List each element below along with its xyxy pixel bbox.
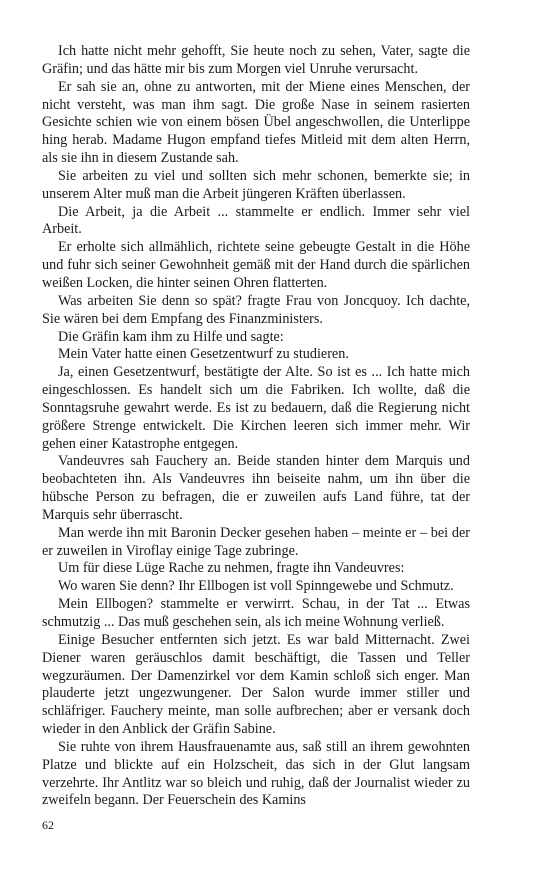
- paragraph: Mein Ellbogen? stammelte er verwirrt. Schau, in der Tat ... Etwas schmutzig ... Das muß geschehen sein, als ich meine Wohnung verließ.: [42, 596, 470, 630]
- paragraph: Ich hatte nicht mehr gehofft, Sie heute noch zu sehen, Vater, sagte die Gräfin; und das hätte mir bis zum Morgen viel Unruhe verursacht.: [42, 43, 470, 77]
- paragraph: Er erholte sich allmählich, richtete seine gebeugte Gestalt in die Höhe und fuhr sich seiner Gewohnheit gemäß mit der Hand durch die spärlichen weißen Locken, die hinter seinen Ohren flatterten.: [42, 239, 470, 291]
- paragraph: Er sah sie an, ohne zu antworten, mit der Miene eines Menschen, der nicht versteht, was man ihm sagt. Die große Nase in seinem rasierten Gesichte schien wie von einem bösen Übel angeschwollen, die Unterlippe hing herab. Madame Hugon empfand tiefes Mitleid mit dem alten Herrn, als sie ihn in diesem Zustande sah.: [42, 78, 470, 167]
- paragraph: Man werde ihn mit Baronin Decker gesehen haben – meinte er – bei der er zuweilen in Viroflay einige Tage zubringe.: [42, 524, 470, 559]
- paragraph: Um für diese Lüge Rache zu nehmen, fragte ihn Vandeuvres:: [58, 560, 405, 577]
- page-number: 62: [42, 818, 54, 832]
- paragraph: Einige Besucher entfernten sich jetzt. Es war bald Mitternacht. Zwei Diener waren geräuschlos damit beschäftigt, die Tassen und Teller wegzuräumen. Der Damenzirkel vor dem Kamin schloß sich enger. Man plauderte jetzt ungezwungener. Der Salon wurde immer stiller und schläfriger. Fauchery meinte, man solle aufbrechen; aber er versank doch wieder in den Anblick der Gräfin Sabine.: [42, 631, 470, 738]
- paragraph: Die Arbeit, ja die Arbeit ... stammelte er endlich. Immer sehr viel Arbeit.: [42, 203, 470, 238]
- book-page: [42, 43, 470, 810]
- paragraph: Vandeuvres sah Fauchery an. Beide standen hinter dem Marquis und beobachteten ihn. Als Vandeuvres ihn beiseite nahm, um ihn über die hübsche Person zu befragen, die er zuweilen aufs Land führe, tat der Marquis sehr überrascht.: [42, 453, 470, 523]
- paragraph: Sie arbeiten zu viel und sollten sich mehr schonen, bemerkte sie; in unserem Alter muß man die Arbeit jüngeren Kräften überlassen.: [42, 167, 470, 202]
- paragraph: Was arbeiten Sie denn so spät? fragte Frau von Joncquoy. Ich dachte, Sie wären bei dem Empfang des Finanzministers.: [42, 292, 470, 327]
- paragraph: Sie ruhte von ihrem Hausfrauenamte aus, saß still an ihrem gewohnten Platze und blickte auf ein Holzscheit, das sich in der Glut langsam verzehrte. Ihr Antlitz war so bleich und ruhig, daß der Journalist wieder zu zweifeln begann. Der Feuerschein des Kamins: [42, 738, 470, 809]
- paragraph: Mein Vater hatte einen Gesetzentwurf zu studieren.: [58, 346, 349, 363]
- paragraph: Wo waren Sie denn? Ihr Ellbogen ist voll Spinngewebe und Schmutz.: [58, 578, 454, 595]
- paragraph: Die Gräfin kam ihm zu Hilfe und sagte:: [58, 328, 284, 345]
- paragraph: Ja, einen Gesetzentwurf, bestätigte der Alte. So ist es ... Ich hatte mich eingeschlossen. Es handelt sich um die Fabriken. Ich wollte, daß die Sonntagsruhe gewahrt werde. Es ist zu bedauern, daß die Regierung nicht größere Strenge entwickelt. Die Kirchen leeren sich immer mehr. Wir gehen einer Katastrophe entgegen.: [42, 364, 470, 452]
